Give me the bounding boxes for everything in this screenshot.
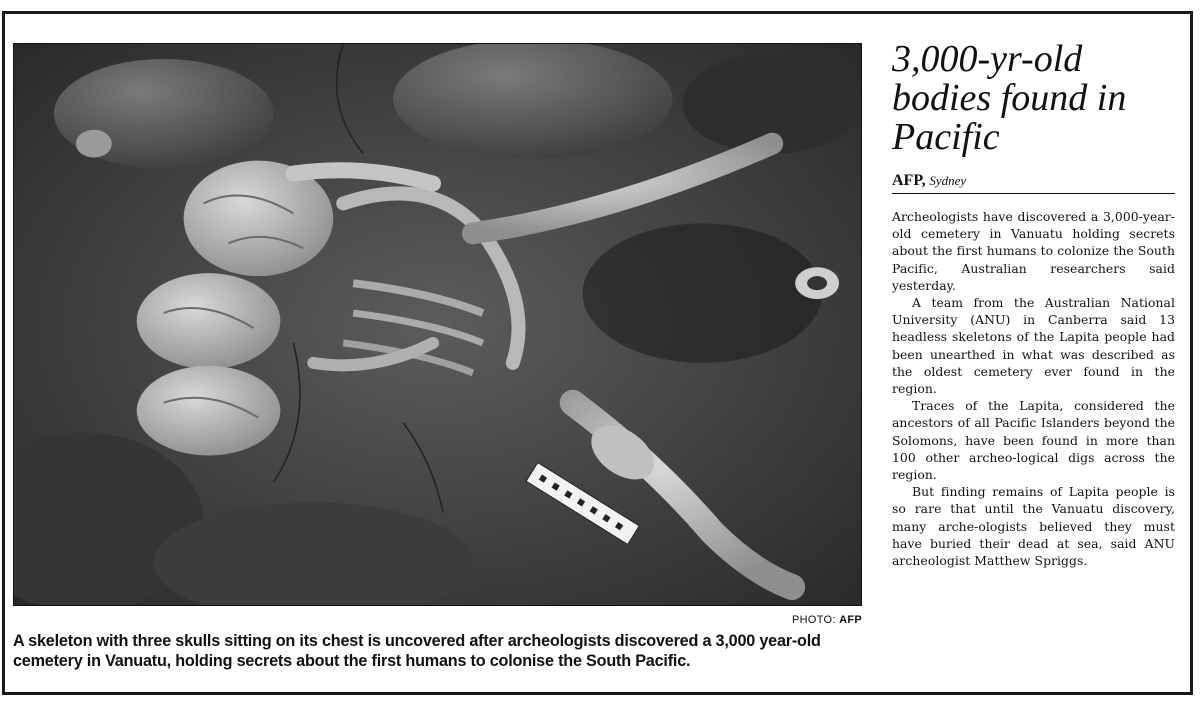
article-paragraph: But finding remains of Lapita people is so rare that until the Vanuatu discovery, many arche-ologists believed they must have buried their dead at sea, said ANU archeologist Matthew Spriggs.	[892, 484, 1175, 569]
photo-credit-source: AFP	[839, 614, 862, 626]
skeleton-excavation-image	[14, 44, 861, 605]
excavation-photo	[13, 43, 862, 606]
photo-credit	[792, 614, 862, 626]
byline	[892, 172, 1175, 194]
photo-caption: A skeleton with three skulls sitting on its chest is uncovered after archeologists discovered a 3,000 year-old cemetery in Vanuatu, holding secrets about the first humans to colonise the South Pacific.	[13, 632, 821, 670]
article-paragraph: A team from the Australian National University (ANU) in Canberra said 13 headless skeletons of the Lapita people had been unearthed in what was described as the oldest cemetery ever found in the region.	[892, 295, 1175, 397]
byline-agency: AFP,	[892, 172, 926, 189]
article-body	[892, 208, 1175, 569]
article-paragraph: Traces of the Lapita, considered the ancestors of all Pacific Islanders beyond the Solomons, have been found in more than 100 other archeo-logical digs across the region.	[892, 398, 1175, 483]
article-paragraph: Archeologists have discovered a 3,000-year-old cemetery in Vanuatu holding secrets about the first humans to colonize the South Pacific, Australian researchers said yesterday.	[892, 209, 1175, 293]
photo-credit-prefix: PHOTO:	[791, 614, 836, 626]
headline: 3,000-yr-old bodies found in Pacific	[892, 38, 1127, 158]
byline-location: Sydney	[929, 173, 967, 188]
